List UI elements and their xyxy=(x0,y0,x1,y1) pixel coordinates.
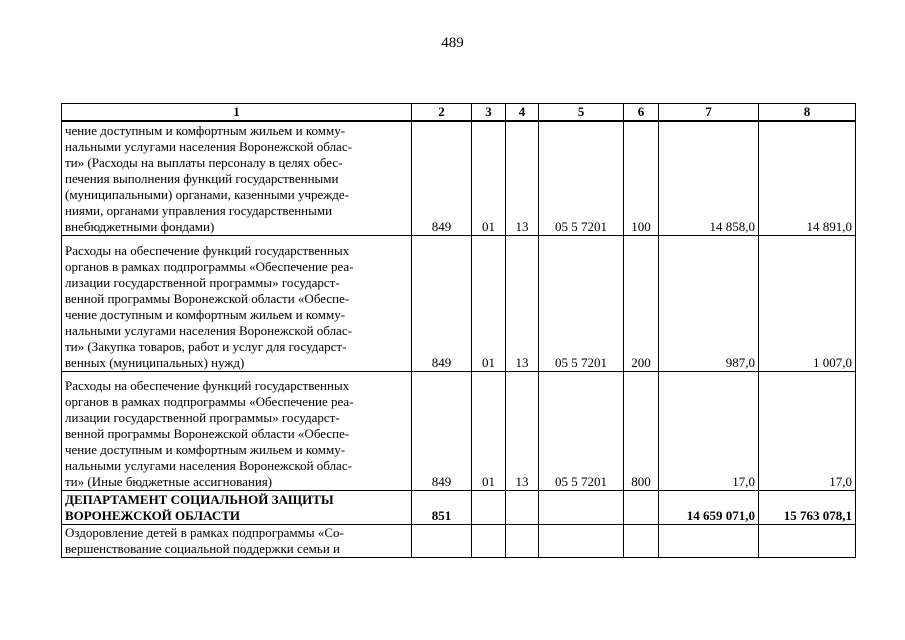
target-item-code: 05 5 7201 xyxy=(539,372,624,491)
target-item-code xyxy=(539,491,624,525)
column-header: 1 xyxy=(62,104,412,122)
column-header: 8 xyxy=(759,104,856,122)
sum-year2: 14 891,0 xyxy=(759,121,856,236)
row-description: Оздоровление детей в рамках подпрограммы «Со- вершенствование социальной поддержки семьи и xyxy=(62,525,412,558)
section-code: 01 xyxy=(472,236,506,372)
column-header: 2 xyxy=(412,104,472,122)
subsection-code xyxy=(506,491,539,525)
sum-year1: 14 659 071,0 xyxy=(659,491,759,525)
section-code xyxy=(472,525,506,558)
target-item-code: 05 5 7201 xyxy=(539,236,624,372)
column-header: 6 xyxy=(624,104,659,122)
expense-type-code xyxy=(624,491,659,525)
sum-year2: 17,0 xyxy=(759,372,856,491)
sum-year1 xyxy=(659,525,759,558)
row-description: чение доступным и комфортным жильем и комму- нальными услугами населения Воронежской облас- ти» (Расходы на выплаты персоналу в целях обес- печения выполнения функций государственными (муниципальными) органами, казенными учрежде- ниями, органами управления государственными внебюджетными фондами) xyxy=(62,121,412,236)
row-description: Расходы на обеспечение функций государственных органов в рамках подпрограммы «Обеспечение реа- лизации государственной программы» государст- венной программы Воронежской области «Обеспе- чение доступным и комфортным жильем и комму- нальными услугами населения Воронежской облас- ти» (Иные бюджетные ассигнования) xyxy=(62,372,412,491)
ministry-code: 851 xyxy=(412,491,472,525)
table-row xyxy=(62,121,856,236)
ministry-code: 849 xyxy=(412,236,472,372)
column-header: 4 xyxy=(506,104,539,122)
subsection-code: 13 xyxy=(506,121,539,236)
department-title: ДЕПАРТАМЕНТ СОЦИАЛЬНОЙ ЗАЩИТЫ ВОРОНЕЖСКОЙ ОБЛАСТИ xyxy=(62,491,412,525)
ministry-code xyxy=(412,525,472,558)
table-row xyxy=(62,236,856,372)
section-code: 01 xyxy=(472,121,506,236)
table-row xyxy=(62,525,856,558)
column-header: 7 xyxy=(659,104,759,122)
table-row-department xyxy=(62,491,856,525)
expense-type-code: 200 xyxy=(624,236,659,372)
target-item-code: 05 5 7201 xyxy=(539,121,624,236)
column-header: 3 xyxy=(472,104,506,122)
subsection-code xyxy=(506,525,539,558)
table-header-row xyxy=(62,104,856,122)
expense-type-code xyxy=(624,525,659,558)
table-row xyxy=(62,372,856,491)
row-description: Расходы на обеспечение функций государственных органов в рамках подпрограммы «Обеспечение реа- лизации государственной программы» государст- венной программы Воронежской области «Обеспе- чение доступным и комфортным жильем и комму- нальными услугами населения Воронежской облас- ти» (Закупка товаров, работ и услуг для государст- венных (муниципальных) нужд) xyxy=(62,236,412,372)
page-number: 489 xyxy=(441,35,464,51)
budget-table xyxy=(61,103,856,558)
subsection-code: 13 xyxy=(506,372,539,491)
section-code xyxy=(472,491,506,525)
sum-year2 xyxy=(759,525,856,558)
sum-year1: 14 858,0 xyxy=(659,121,759,236)
column-header: 5 xyxy=(539,104,624,122)
ministry-code: 849 xyxy=(412,121,472,236)
sum-year1: 17,0 xyxy=(659,372,759,491)
expense-type-code: 800 xyxy=(624,372,659,491)
target-item-code xyxy=(539,525,624,558)
sum-year2: 1 007,0 xyxy=(759,236,856,372)
sum-year2: 15 763 078,1 xyxy=(759,491,856,525)
ministry-code: 849 xyxy=(412,372,472,491)
sum-year1: 987,0 xyxy=(659,236,759,372)
section-code: 01 xyxy=(472,372,506,491)
expense-type-code: 100 xyxy=(624,121,659,236)
subsection-code: 13 xyxy=(506,236,539,372)
